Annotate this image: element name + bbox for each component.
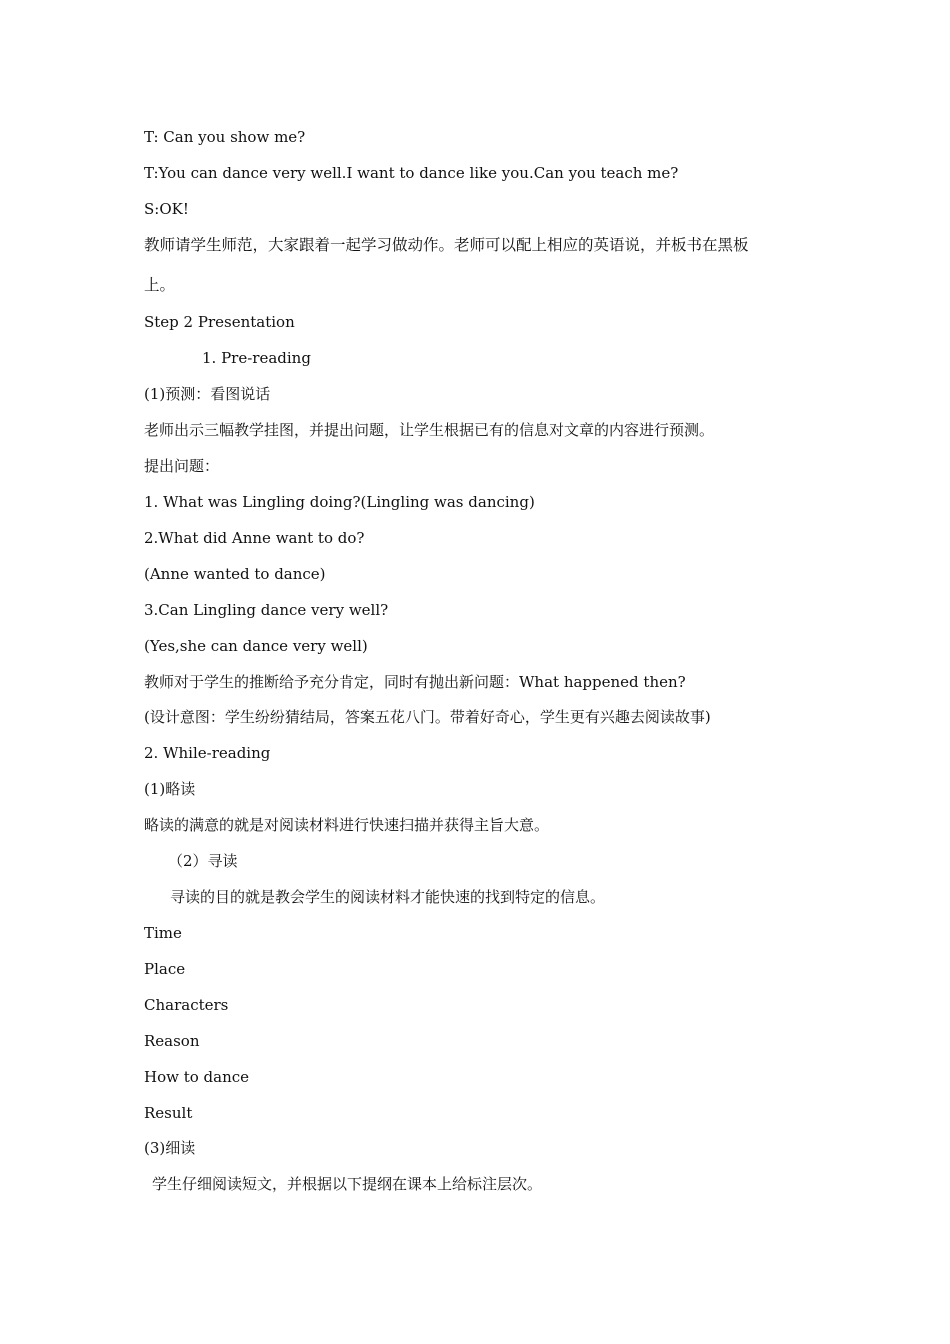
- paragraph-affirm: 教师对于学生的推断给予充分肯定，同时有抛出新问题：What happened then?: [144, 673, 686, 691]
- outline-item-result: Result: [144, 1104, 193, 1122]
- dialogue-line-teacher-1: T: Can you show me?: [144, 128, 306, 146]
- section-heading-pre-reading: 1. Pre-reading: [202, 349, 311, 367]
- subheading-skim: (1)略读: [144, 780, 196, 798]
- outline-item-characters: Characters: [144, 996, 229, 1014]
- question-1: 1. What was Lingling doing?(Lingling was dancing): [144, 493, 535, 511]
- paragraph-skim: 略读的满意的就是对阅读材料进行快速扫描并获得主旨大意。: [144, 816, 550, 834]
- questions-label: 提出问题：: [144, 457, 220, 475]
- outline-item-place: Place: [144, 960, 186, 978]
- outline-item-time: Time: [144, 924, 182, 942]
- subheading-scan: （2）寻读: [168, 852, 238, 870]
- paragraph-demo-line-1: 教师请学生师范，大家跟着一起学习做动作。老师可以配上相应的英语说，并板书在黑板: [144, 236, 749, 254]
- subheading-close-reading: (3)细读: [144, 1139, 196, 1157]
- dialogue-line-student: S:OK!: [144, 200, 189, 218]
- paragraph-scan: 寻读的目的就是教会学生的阅读材料才能快速的找到特定的信息。: [170, 888, 606, 906]
- dialogue-line-teacher-2: T:You can dance very well.I want to dance like you.Can you teach me?: [144, 164, 679, 182]
- outline-item-how-to-dance: How to dance: [144, 1068, 250, 1086]
- design-intent-note: (设计意图：学生纷纷猜结局，答案五花八门。带着好奇心，学生更有兴趣去阅读故事): [144, 708, 711, 726]
- question-2: 2.What did Anne want to do?: [144, 529, 365, 547]
- answer-2: (Anne wanted to dance): [144, 565, 326, 583]
- answer-3: (Yes,she can dance very well): [144, 637, 368, 655]
- paragraph-close-reading: 学生仔细阅读短文，并根据以下提纲在课本上给标注层次。: [152, 1175, 543, 1193]
- step-heading: Step 2 Presentation: [144, 313, 295, 331]
- outline-item-reason: Reason: [144, 1032, 200, 1050]
- section-heading-while-reading: 2. While-reading: [144, 744, 271, 762]
- paragraph-predict: 老师出示三幅教学挂图，并提出问题，让学生根据已有的信息对文章的内容进行预测。: [144, 421, 715, 439]
- paragraph-demo-line-2: 上。: [144, 276, 176, 294]
- subheading-predict: (1)预测：看图说话: [144, 385, 271, 403]
- question-3: 3.Can Lingling dance very well?: [144, 601, 389, 619]
